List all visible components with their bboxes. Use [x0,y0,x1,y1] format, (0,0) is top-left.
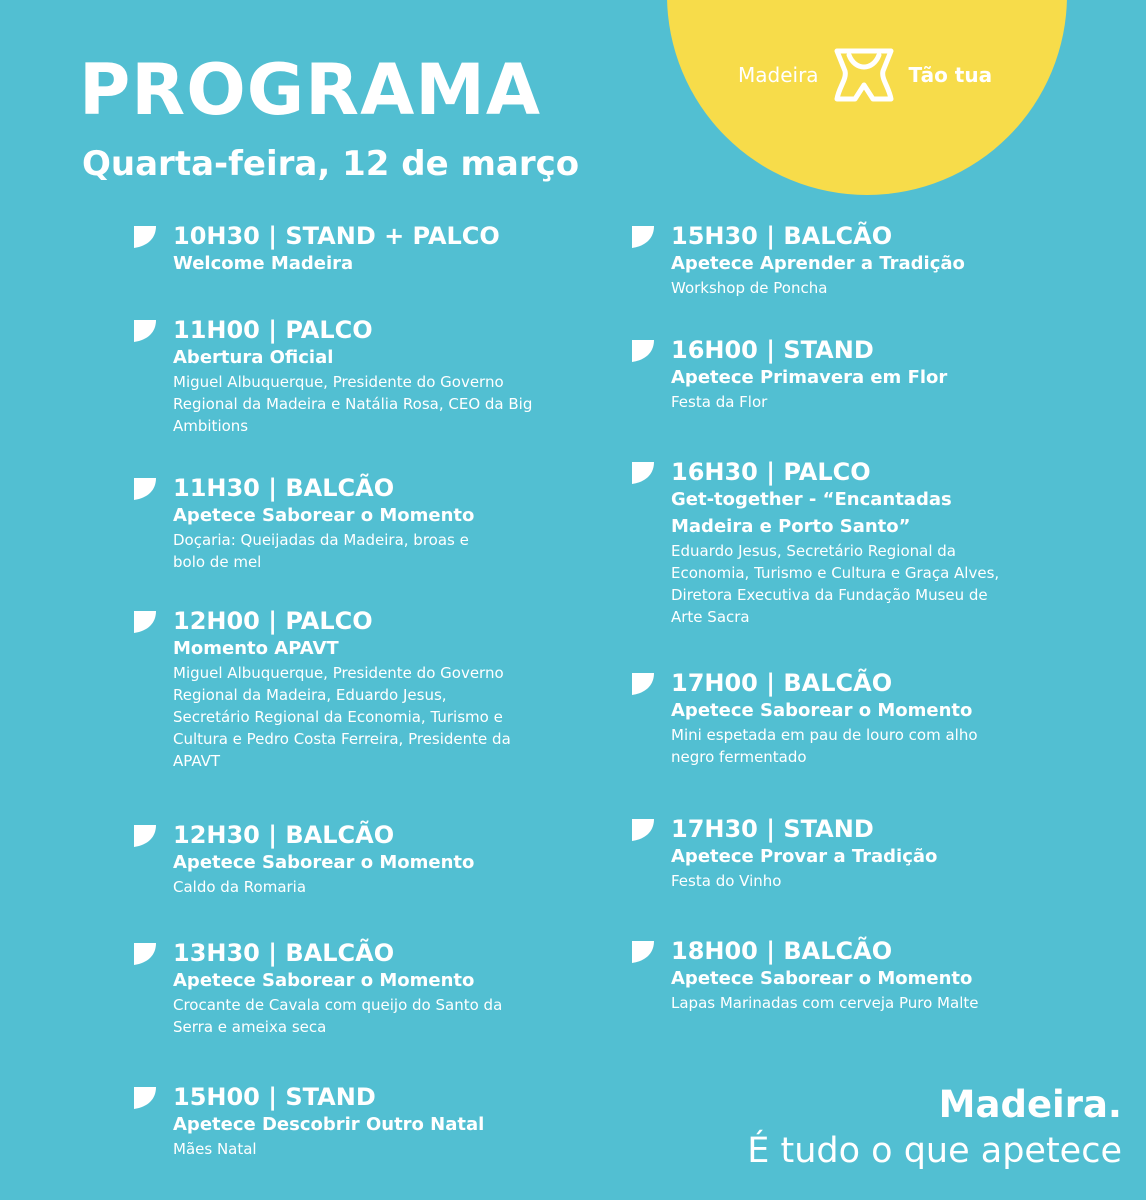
schedule-time: 17H30 | STAND [671,815,874,843]
schedule-title: Abertura Oficial [173,347,334,368]
leaf-bullet-icon [134,478,156,500]
schedule-description: Festa da Flor [671,393,768,411]
schedule-title: Apetece Descobrir Outro Natal [173,1114,485,1135]
schedule-item [173,821,593,898]
schedule-time: 18H00 | BALCÃO [671,937,893,965]
schedule-title: Apetece Saborear o Momento [671,968,973,989]
schedule-item [671,336,1011,413]
schedule-time: 12H00 | PALCO [173,607,373,635]
tagline-line-2: É tudo o que apetece [747,1131,1122,1171]
leaf-bullet-icon [632,462,654,484]
brand-left-text: Madeira [738,63,819,87]
brand-logo [738,44,992,106]
schedule-description: Festa do Vinho [671,872,782,890]
schedule-description: Miguel Albuquerque, Presidente do Governo Regional da Madeira, Eduardo Jesus, Secretário Regional da Economia, Turismo e Cultura e Pedro Costa Ferreira, Presidente da APAVT [173,664,511,770]
schedule-title: Welcome Madeira [173,253,354,274]
schedule-item [173,607,513,772]
leaf-bullet-icon [632,819,654,841]
schedule-title: Get-together - “Encantadas Madeira e Porto Santo” [671,489,952,537]
schedule-description: Workshop de Poncha [671,279,828,297]
schedule-description: Lapas Marinadas com cerveja Puro Malte [671,994,979,1012]
leaf-bullet-icon [134,825,156,847]
schedule-item [671,458,1001,628]
leaf-bullet-icon [134,943,156,965]
schedule-time: 11H00 | PALCO [173,316,373,344]
leaf-bullet-icon [632,226,654,248]
tagline-line-1: Madeira. [938,1083,1122,1126]
schedule-time: 16H30 | PALCO [671,458,871,486]
schedule-time: 17H00 | BALCÃO [671,669,893,697]
schedule-title: Apetece Saborear o Momento [671,700,973,721]
leaf-bullet-icon [632,941,654,963]
leaf-bullet-icon [134,1087,156,1109]
schedule-title: Apetece Provar a Tradição [671,846,938,867]
leaf-bullet-icon [134,226,156,248]
schedule-description: Miguel Albuquerque, Presidente do Governo Regional da Madeira e Natália Rosa, CEO da Big Ambitions [173,373,533,435]
schedule-description: Mães Natal [173,1140,257,1158]
schedule-time: 15H30 | BALCÃO [671,222,893,250]
schedule-title: Apetece Primavera em Flor [671,367,948,388]
brand-right-text: Tão tua [908,63,993,87]
schedule-item [671,815,1011,892]
schedule-description: Eduardo Jesus, Secretário Regional da Economia, Turismo e Cultura e Graça Alves, Diretora Executiva da Fundação Museu de Arte Sacra [671,542,1000,626]
leaf-bullet-icon [632,673,654,695]
schedule-item [173,222,593,277]
schedule-time: 12H30 | BALCÃO [173,821,395,849]
schedule-item [671,222,1011,299]
schedule-time: 13H30 | BALCÃO [173,939,395,967]
schedule-item [173,1083,593,1160]
page-title: PROGRAMA [79,49,542,131]
schedule-title: Apetece Saborear o Momento [173,505,475,526]
schedule-description: Mini espetada em pau de louro com alho negro fermentado [671,726,978,766]
schedule-title: Apetece Saborear o Momento [173,970,475,991]
schedule-item [173,316,533,437]
schedule-item [671,937,1031,1014]
schedule-title: Apetece Aprender a Tradição [671,253,965,274]
schedule-description: Doçaria: Queijadas da Madeira, broas e bolo de mel [173,531,469,571]
leaf-bullet-icon [632,340,654,362]
schedule-item [173,474,503,573]
schedule-title: Apetece Saborear o Momento [173,852,475,873]
schedule-item [173,939,513,1038]
madeira-logo-icon [829,45,899,105]
schedule-title: Momento APAVT [173,638,339,659]
tagline [747,1082,1122,1174]
schedule-time: 16H00 | STAND [671,336,874,364]
leaf-bullet-icon [134,320,156,342]
schedule-time: 15H00 | STAND [173,1083,376,1111]
schedule-item [671,669,1011,768]
schedule-description: Caldo da Romaria [173,878,307,896]
leaf-bullet-icon [134,611,156,633]
schedule-time: 11H30 | BALCÃO [173,474,395,502]
schedule-description: Crocante de Cavala com queijo do Santo da Serra e ameixa seca [173,996,503,1036]
schedule-time: 10H30 | STAND + PALCO [173,222,500,250]
page-subtitle: Quarta-feira, 12 de março [82,144,580,184]
